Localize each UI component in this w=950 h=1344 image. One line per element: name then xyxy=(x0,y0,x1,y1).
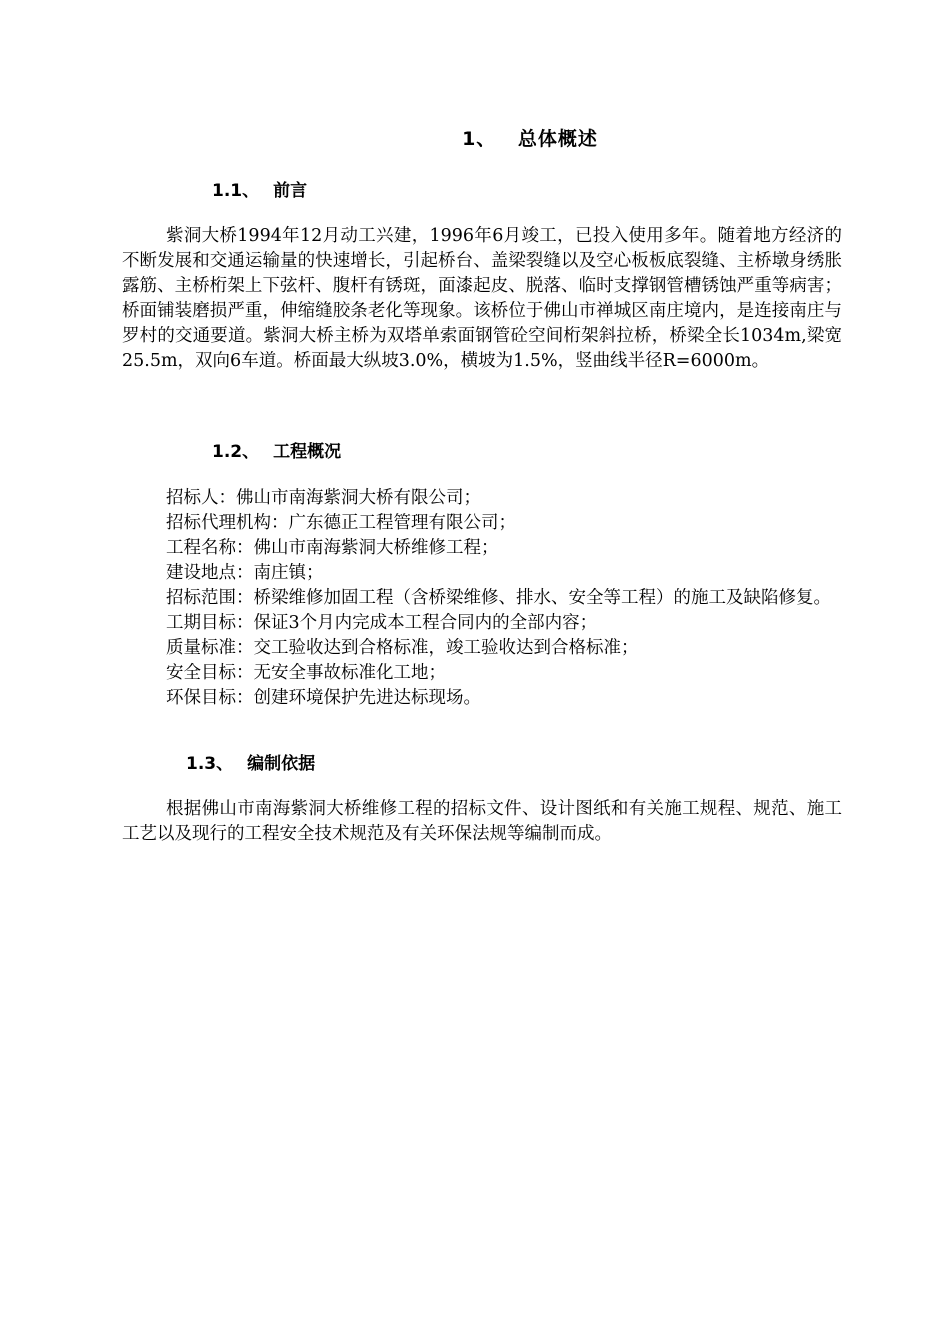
section-1-heading xyxy=(0,124,950,151)
list-item-scope: 招标范围：桥梁维修加固工程（含桥梁维修、排水、安全等工程）的施工及缺陷修复。 xyxy=(166,588,831,608)
list-item-agency: 招标代理机构：广东德正工程管理有限公司； xyxy=(166,513,516,533)
list-item-location: 建设地点：南庄镇； xyxy=(166,563,324,583)
basis-paragraph: 根据佛山市南海紫洞大桥维修工程的招标文件、设计图纸和有关施工规程、规范、施工工艺以及现行的工程安全技术规范及有关环保法规等编制而成。 xyxy=(122,799,842,844)
section-1-2-number: 1.2、 xyxy=(212,442,260,462)
section-1-3-heading xyxy=(186,749,315,774)
section-1-1-title: 前言 xyxy=(273,181,308,201)
section-1-1-heading xyxy=(212,176,307,201)
section-1-3-number: 1.3、 xyxy=(186,754,234,774)
section-1-2-heading xyxy=(212,437,341,462)
list-item-safety: 安全目标：无安全事故标准化工地； xyxy=(166,663,446,683)
preface-paragraph: 紫洞大桥1994年12月动工兴建，1996年6月竣工，已投入使用多年。随着地方经济的不断发展和交通运输量的快速增长，引起桥台、盖梁裂缝以及空心板板底裂缝、主桥墩身绣胀露筋、主桥桁架上下弦杆、腹杆有锈斑，面漆起皮、脱落、临时支撑钢管槽锈蚀严重等病害；桥面铺装磨损严重，伸缩缝胶条老化等现象。该桥位于佛山市禅城区南庄境内，是连接南庄与罗村的交通要道。紫洞大桥主桥为双塔单索面钢管砼空间桁架斜拉桥，桥梁全长1034m,梁宽25.5m，双向6车道。桥面最大纵坡3.0%，横坡为1.5%，竖曲线半径R=6000m。 xyxy=(122,226,842,371)
list-item-project-name: 工程名称：佛山市南海紫洞大桥维修工程； xyxy=(166,538,499,558)
section-1-title: 总体概述 xyxy=(517,128,598,150)
list-item-environment: 环保目标：创建环境保护先进达标现场。 xyxy=(166,688,481,708)
section-1-2-title: 工程概况 xyxy=(273,442,342,462)
section-1-3-title: 编制依据 xyxy=(247,754,316,774)
section-1-1-number: 1.1、 xyxy=(212,181,260,201)
list-item-quality: 质量标准：交工验收达到合格标准，竣工验收达到合格标准； xyxy=(166,638,639,658)
project-overview-list xyxy=(122,486,842,711)
section-1-number: 1、 xyxy=(462,128,497,150)
list-item-bidder: 招标人：佛山市南海紫洞大桥有限公司； xyxy=(166,488,481,508)
list-item-schedule: 工期目标：保证3个月内完成本工程合同内的全部内容； xyxy=(166,613,598,633)
